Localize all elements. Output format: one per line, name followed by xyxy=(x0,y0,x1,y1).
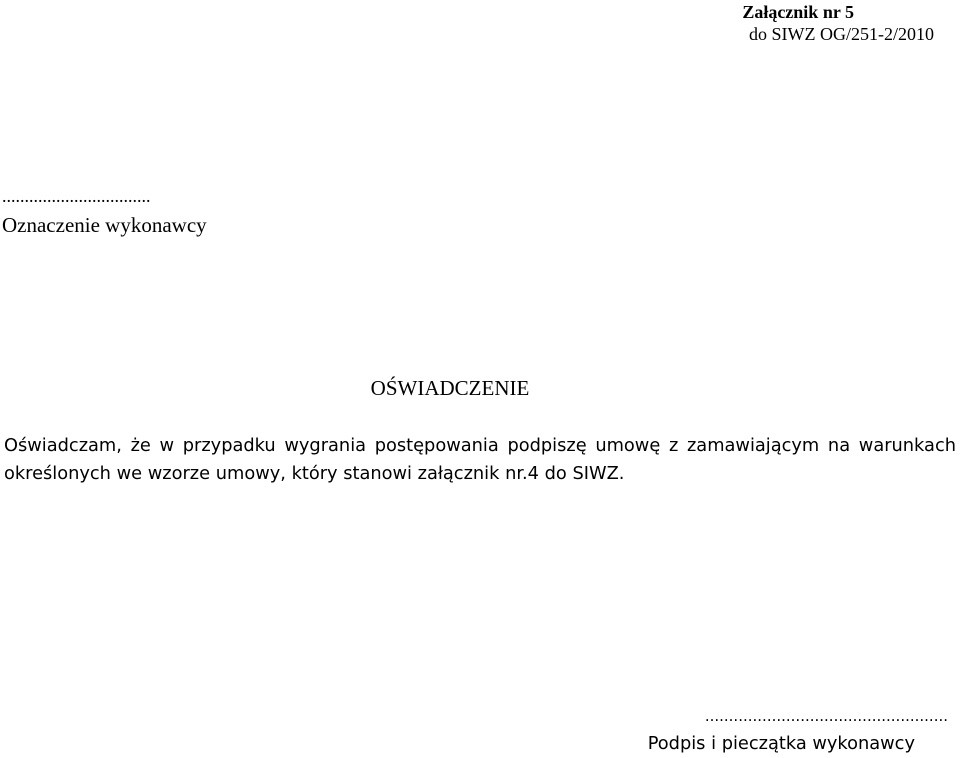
signature-label: Podpis i pieczątka wykonawcy xyxy=(647,733,915,754)
contractor-dots-line: ................................. xyxy=(2,186,151,206)
signature-dots-line: ................................................... xyxy=(704,707,948,725)
attachment-title: Załącznik nr 5 xyxy=(742,2,854,22)
statement-body: Oświadczam, że w przypadku wygrania postępowania podpiszę umowę z zamawiającym na warunkach określonych we wzorze umowy, który stanowi załącznik nr.4 do SIWZ. xyxy=(4,435,956,484)
contractor-label: Oznaczenie wykonawcy xyxy=(2,213,207,237)
attachment-reference: do SIWZ OG/251-2/2010 xyxy=(749,24,934,44)
statement-heading: OŚWIADCZENIE xyxy=(370,376,530,400)
